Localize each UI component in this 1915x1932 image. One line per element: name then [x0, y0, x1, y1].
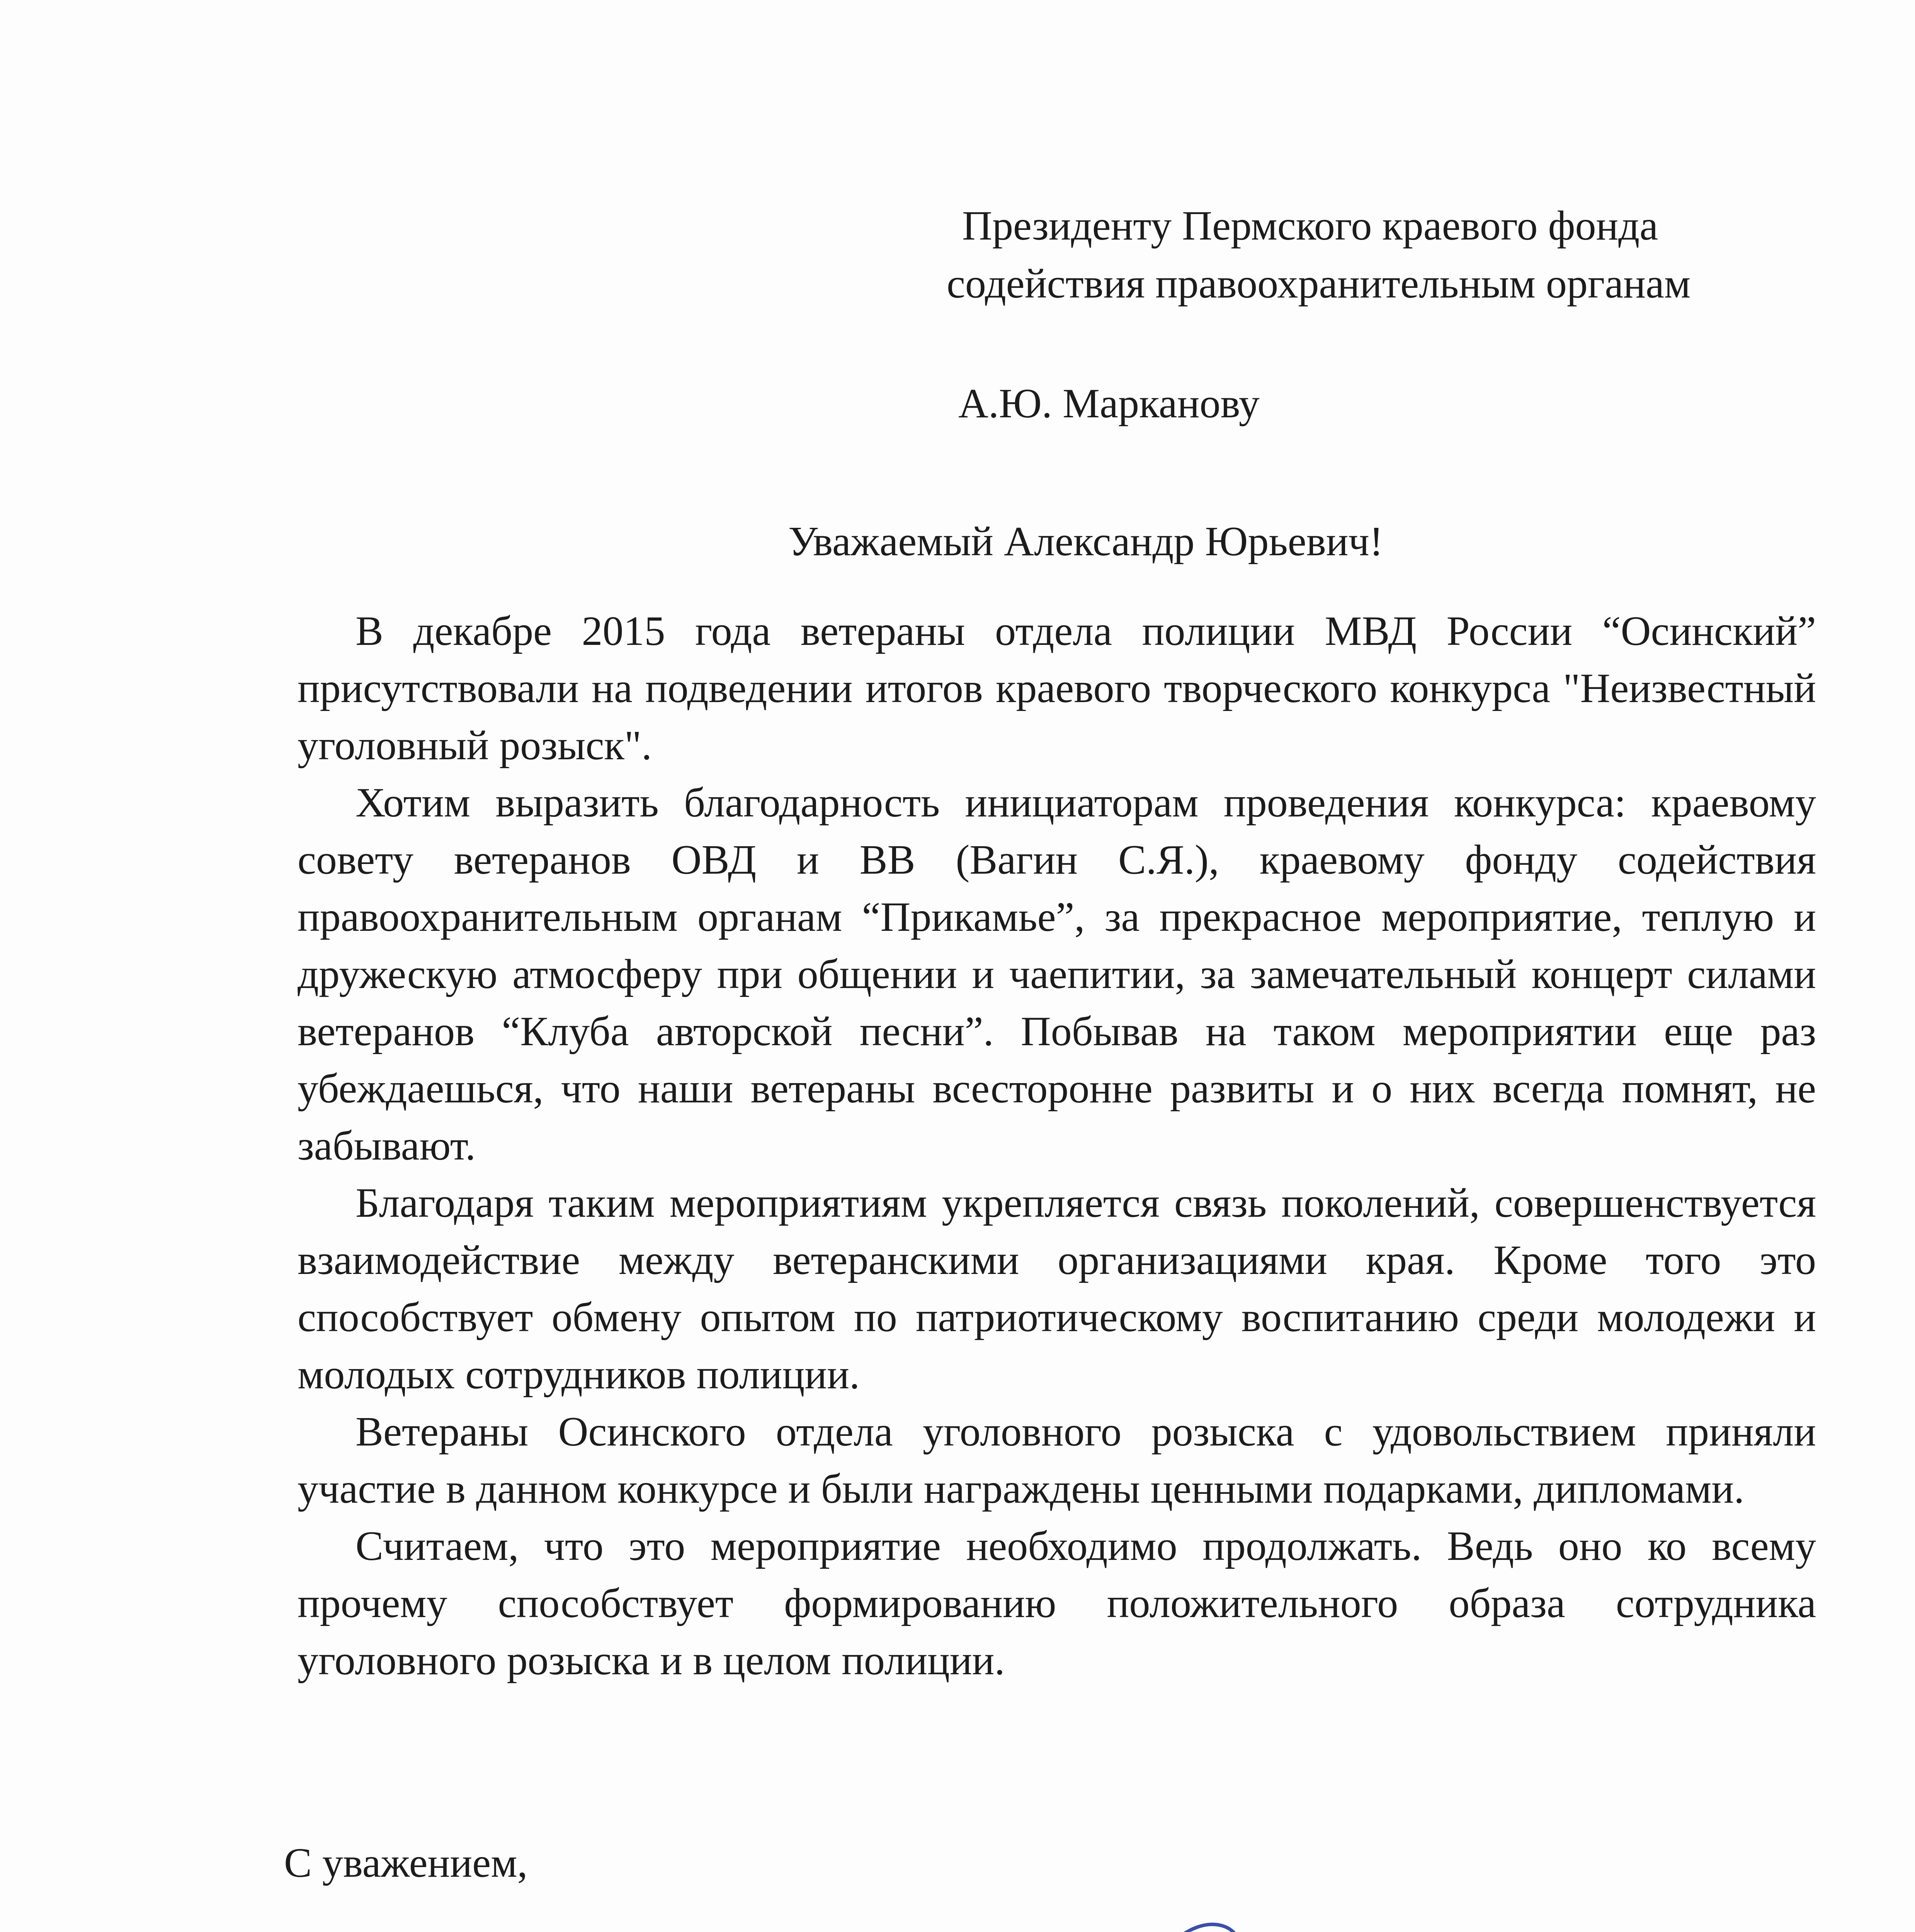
sender-line-1	[284, 1928, 864, 1932]
salutation: Уважаемый Александр Юрьевич!	[788, 519, 1383, 565]
handwritten-signatures	[889, 1878, 1468, 1932]
paragraph-5: Считаем, что это мероприятие необходимо продолжать. Ведь оно ко всему прочему способствует формированию положительного образа сотрудника уголовного розыска и в целом полиции.	[298, 1523, 1816, 1684]
letter-body	[298, 603, 1816, 1689]
addressee-block	[947, 197, 1797, 433]
paragraph-1: В декабре 2015 года ветераны отдела полиции МВД России “Осинский” присутствовали на подведении итогов краевого творческого конкурса "Неизвестный уголовный розыск".	[298, 608, 1816, 769]
addressee-line-1: Президенту Пермского краевого фонда	[962, 203, 1658, 249]
paragraph-4: Ветераны Осинского отдела уголовного розыска с удовольствием приняли участие в данном конкурсе и были награждены ценными подарками, дипломами.	[298, 1409, 1816, 1512]
paragraph-3: Благодаря таким мероприятиям укрепляется связь поколений, совершенствуется взаимодействие между ветеранскими организациями края. Кроме того это способствует обмену опытом по патриотическому воспитанию среди молодежи и молодых сотрудников полиции.	[298, 1180, 1816, 1398]
closing: С уважением,	[284, 1840, 528, 1886]
sender-block	[284, 1928, 864, 1932]
addressee-line-2: содействия правоохранительным органам	[947, 261, 1691, 307]
paragraph-2: Хотим выразить благодарность инициаторам проведения конкурса: краевому совету ветеранов ОВД и ВВ (Вагин С.Я.), краевому фонду содействия правоохранительным органам “Прикамье”, за прекрасное мероприятие, теплую и дружескую атмосферу при общении и чаепитии, за замечательный концерт силами ветеранов “Клуба авторской песни”. Побывав на таком мероприятии еще раз убеждаешься, что наши ветераны всесторонне развиты и о них всегда помнят, не забывают.	[298, 780, 1816, 1169]
addressee-name: А.Ю. Марканову	[958, 381, 1260, 427]
